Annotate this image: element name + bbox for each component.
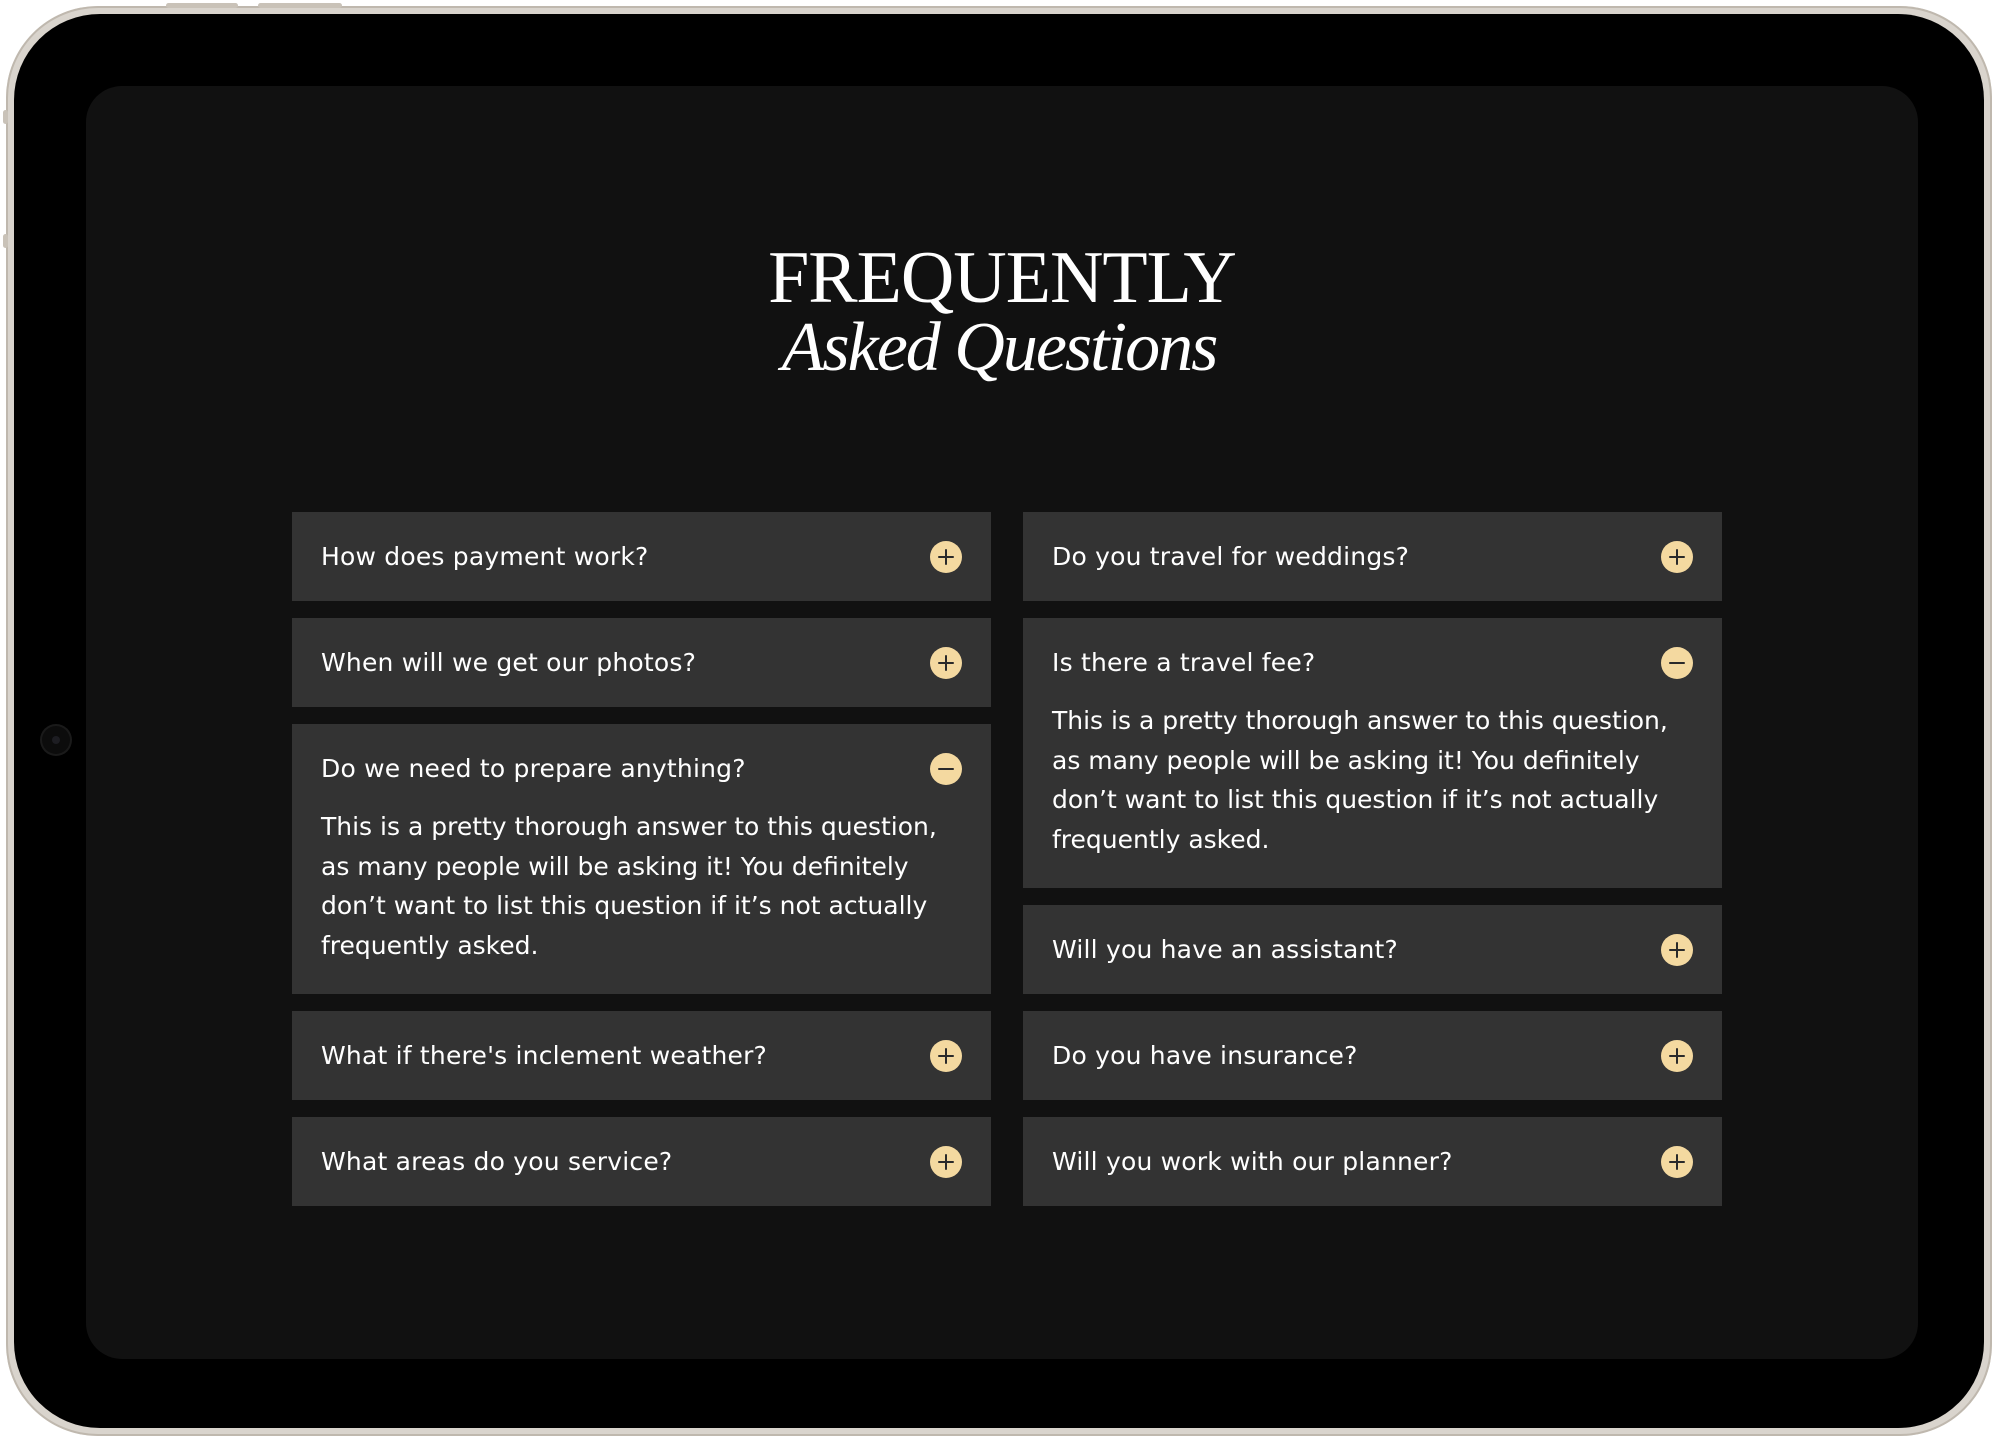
faq-item[interactable] (292, 618, 991, 707)
top-button-1 (166, 3, 238, 8)
faq-answer: This is a pretty thorough answer to this question, as many people will be asking it! You definitely don’t want to list this question if it’s not actually frequently asked. (1052, 706, 1668, 854)
faq-question: What if there's inclement weather? (321, 1041, 768, 1070)
plus-icon[interactable] (1661, 1040, 1693, 1072)
faq-column-left (292, 512, 991, 1223)
minus-icon[interactable] (930, 753, 962, 785)
faq-item[interactable] (292, 512, 991, 601)
faq-question: Do you have insurance? (1052, 1041, 1358, 1070)
minus-icon[interactable] (1661, 647, 1693, 679)
faq-item-expanded[interactable] (1023, 618, 1722, 888)
plus-icon[interactable] (1661, 934, 1693, 966)
faq-item[interactable] (292, 1011, 991, 1100)
faq-header[interactable] (321, 1011, 962, 1100)
faq-item[interactable] (1023, 905, 1722, 994)
plus-icon[interactable] (930, 541, 962, 573)
faq-item[interactable] (1023, 1117, 1722, 1206)
faq-question: Will you work with our planner? (1052, 1147, 1453, 1176)
faq-header[interactable] (321, 1117, 962, 1206)
faq-question: Do you travel for weddings? (1052, 542, 1410, 571)
side-button-1 (3, 110, 8, 124)
faq-question: Will you have an assistant? (1052, 935, 1399, 964)
faq-item[interactable] (1023, 1011, 1722, 1100)
faq-question: Is there a travel fee? (1052, 648, 1316, 677)
faq-question: Do we need to prepare anything? (321, 754, 746, 783)
faq-header[interactable] (1052, 1117, 1693, 1206)
side-button-2 (3, 234, 8, 248)
page-title (86, 237, 1918, 386)
top-button-2 (258, 3, 342, 8)
faq-header[interactable] (321, 512, 962, 601)
faq-question: How does payment work? (321, 542, 649, 571)
plus-icon[interactable] (1661, 1146, 1693, 1178)
title-line-2: Asked Questions (781, 309, 1217, 386)
screen (86, 86, 1918, 1359)
title-line-1: FREQUENTLY (768, 237, 1236, 319)
plus-icon[interactable] (930, 647, 962, 679)
faq-question: When will we get our photos? (321, 648, 697, 677)
faq-header[interactable] (321, 724, 962, 813)
plus-icon[interactable] (1661, 541, 1693, 573)
faq-header[interactable] (1052, 618, 1693, 707)
faq-item-expanded[interactable] (292, 724, 991, 994)
faq-item[interactable] (1023, 512, 1722, 601)
plus-icon[interactable] (930, 1146, 962, 1178)
faq-answer: This is a pretty thorough answer to this question, as many people will be asking it! You definitely don’t want to list this question if it’s not actually frequently asked. (321, 812, 937, 960)
faq-header[interactable] (1052, 512, 1693, 601)
faq-header[interactable] (1052, 1011, 1693, 1100)
plus-icon[interactable] (930, 1040, 962, 1072)
faq-question: What areas do you service? (321, 1147, 673, 1176)
camera-icon (42, 726, 70, 754)
faq-header[interactable] (1052, 905, 1693, 994)
faq-column-right (1023, 512, 1722, 1223)
faq-item[interactable] (292, 1117, 991, 1206)
faq-header[interactable] (321, 618, 962, 707)
